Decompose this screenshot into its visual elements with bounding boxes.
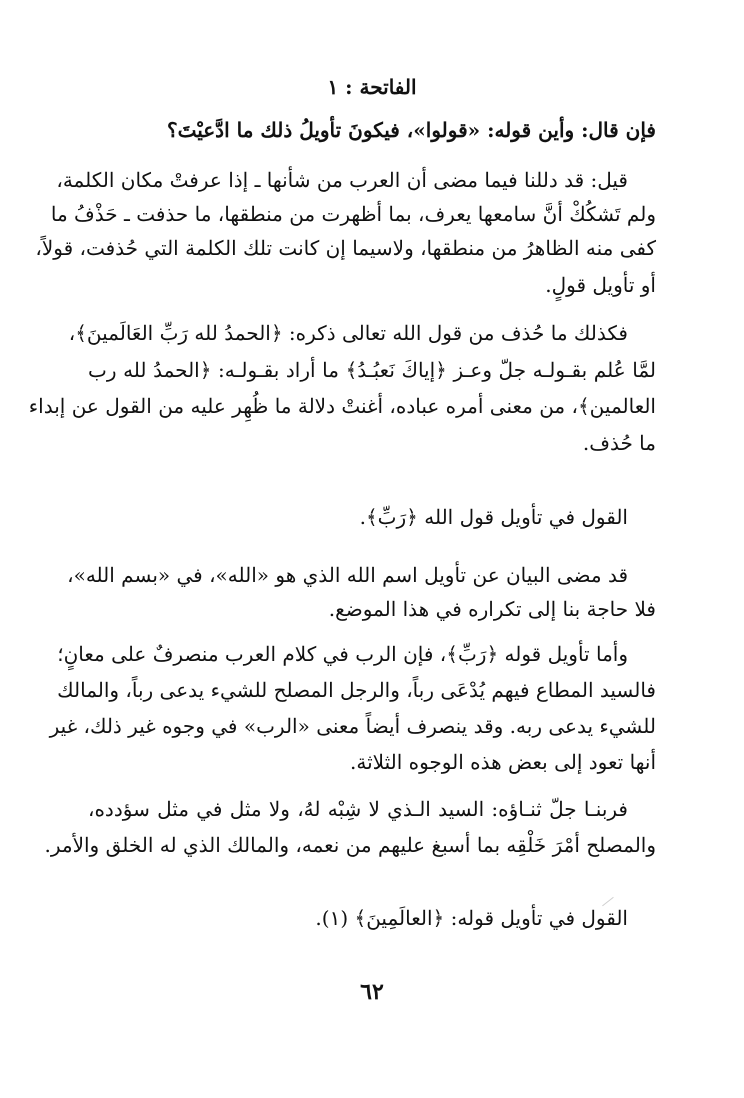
section-heading-alamin: القول في تأويل قوله: ﴿العالَمِينَ﴾ (١).	[315, 906, 628, 930]
example-line-3: العالمين﴾، من معنى أمره عباده، أغنتْ دلالة ما ظُهِر عليه من القول عن إبداء	[28, 394, 656, 418]
answer-line-4: أو تأويل قولٍ.	[545, 273, 656, 297]
answer-line-3: كفى منه الظاهرُ من منطقها، ولاسيما إن كانت تلك الكلمة التي حُذفت، قولاً،	[35, 236, 656, 260]
question-line: فإن قال: وأين قوله: «قولوا»، فيكونَ تأويلُ ذلك ما ادَّعيْتَ؟	[166, 118, 656, 142]
rabb-meaning-line-4: أنها تعود إلى بعض هذه الوجوه الثلاثة.	[349, 750, 656, 774]
rabb-meaning-line-3: للشيء يدعى ربه. وقد ينصرف أيضاً معنى «الرب» في وجوه غير ذلك، غير	[49, 714, 656, 738]
page-number: ٦٢	[360, 979, 384, 1005]
answer-line-1: قيل: قد دللنا فيما مضى أن العرب من شأنها ـ إذا عرفتْ مكان الكلمة،	[56, 168, 628, 192]
rabbuna-line-2: والمصلح أمْرَ خَلْقِه بما أسبغ عليهم من نعمه، والمالك الذي له الخلق والأمر.	[44, 833, 656, 857]
bayan-line-1: قد مضى البيان عن تأويل اسم الله الذي هو «الله»، في «بسم الله»،	[67, 563, 628, 587]
example-line-4: ما حُذف.	[582, 431, 656, 455]
rabbuna-line-1: فربنـا جلّ ثنـاؤه: السيد الـذي لا شِبْه لهُ، ولا مثل في مثل سؤدده،	[88, 797, 628, 821]
answer-line-2: ولم تَشكُكْ أنَّ سامعها يعرف، بما أظهرت من منطقها، ما حذفت ـ حَذْفُ ما	[50, 202, 656, 226]
running-head: الفاتحة : ١	[327, 75, 417, 99]
bayan-line-2: فلا حاجة بنا إلى تكراره في هذا الموضع.	[328, 597, 656, 621]
section-heading-rabb: القول في تأويل قول الله ﴿رَبِّ﴾.	[359, 505, 628, 529]
example-line-1: فكذلك ما حُذف من قول الله تعالى ذكره: ﴿الحمدُ لله رَبِّ العَالَمينَ﴾،	[68, 321, 628, 345]
rabb-meaning-line-1: وأما تأويل قوله ﴿رَبِّ﴾، فإن الرب في كلام العرب منصرفٌ على معانٍ؛	[57, 642, 628, 666]
rabb-meaning-line-2: فالسيد المطاع فيهم يُدْعَى رباً، والرجل المصلح للشيء يدعى رباً، والمالك	[57, 678, 656, 702]
example-line-2: لمَّا عُلم بقـولـه جلّ وعـز ﴿إياكَ نَعبُـدُ﴾ ما أراد بقـولـه: ﴿الحمدُ لله رب	[88, 358, 656, 382]
